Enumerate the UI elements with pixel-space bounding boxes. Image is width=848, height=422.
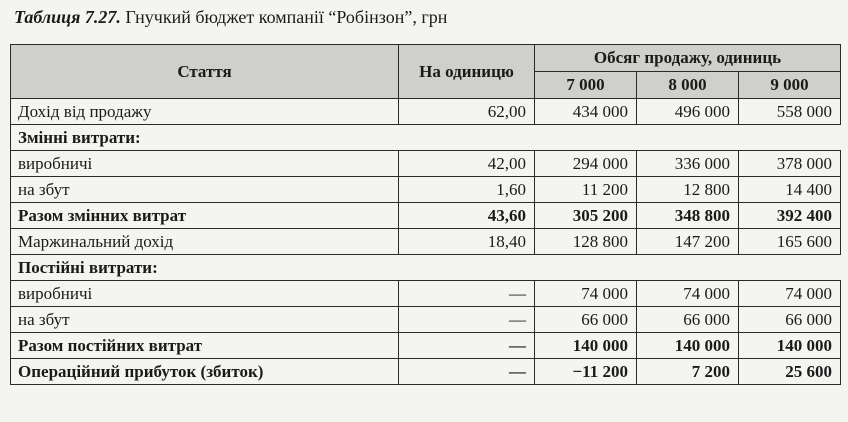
table-row-total <box>11 359 841 385</box>
table-caption <box>14 6 844 28</box>
row-value-1: 294 000 <box>535 151 637 177</box>
row-label: Разом змінних витрат <box>11 203 399 229</box>
row-value-1: 434 000 <box>535 99 637 125</box>
row-value-3: 558 000 <box>739 99 841 125</box>
header-row <box>11 45 841 72</box>
row-value-2: 496 000 <box>637 99 739 125</box>
row-value-2: 147 200 <box>637 229 739 255</box>
row-label: Дохід від продажу <box>11 99 399 125</box>
row-unit: — <box>399 307 535 333</box>
row-value-2: 348 800 <box>637 203 739 229</box>
row-value-3: 66 000 <box>739 307 841 333</box>
row-value-1: −11 200 <box>535 359 637 385</box>
row-unit: 1,60 <box>399 177 535 203</box>
row-value-2: 66 000 <box>637 307 739 333</box>
row-value-1: 140 000 <box>535 333 637 359</box>
header-item: Стаття <box>11 45 399 99</box>
row-label: Маржинальний дохід <box>11 229 399 255</box>
row-unit: — <box>399 333 535 359</box>
table-row <box>11 151 841 177</box>
row-unit: — <box>399 281 535 307</box>
row-unit: 43,60 <box>399 203 535 229</box>
row-value-3: 165 600 <box>739 229 841 255</box>
row-value-3: 140 000 <box>739 333 841 359</box>
header-volume-3: 9 000 <box>739 72 841 99</box>
table-row-total <box>11 203 841 229</box>
section-label: Змінні витрати: <box>11 125 399 151</box>
section-row <box>11 255 841 281</box>
table-row-total <box>11 333 841 359</box>
row-value-2: 140 000 <box>637 333 739 359</box>
row-unit: 18,40 <box>399 229 535 255</box>
row-value-1: 305 200 <box>535 203 637 229</box>
row-value-3: 14 400 <box>739 177 841 203</box>
row-value-3: 74 000 <box>739 281 841 307</box>
row-label: виробничі <box>11 151 399 177</box>
row-label: Операційний прибуток (збиток) <box>11 359 399 385</box>
row-value-1: 66 000 <box>535 307 637 333</box>
flexible-budget-table <box>10 44 841 385</box>
section-label: Постійні витрати: <box>11 255 399 281</box>
row-value-2: 336 000 <box>637 151 739 177</box>
row-label: на збут <box>11 307 399 333</box>
row-unit: — <box>399 359 535 385</box>
row-value-3: 392 400 <box>739 203 841 229</box>
table-row <box>11 307 841 333</box>
row-value-3: 25 600 <box>739 359 841 385</box>
caption-text: Гнучкий бюджет компанії “Робінзон”, грн <box>125 7 448 27</box>
row-value-1: 11 200 <box>535 177 637 203</box>
header-volume-2: 8 000 <box>637 72 739 99</box>
header-per-unit: На одиницю <box>399 45 535 99</box>
row-value-3: 378 000 <box>739 151 841 177</box>
table-row <box>11 281 841 307</box>
row-label: виробничі <box>11 281 399 307</box>
row-value-2: 7 200 <box>637 359 739 385</box>
row-unit: 42,00 <box>399 151 535 177</box>
table-row <box>11 177 841 203</box>
row-label: на збут <box>11 177 399 203</box>
row-value-2: 74 000 <box>637 281 739 307</box>
table-row <box>11 99 841 125</box>
row-value-2: 12 800 <box>637 177 739 203</box>
header-volume: Обсяг продажу, одиниць <box>535 45 841 72</box>
header-volume-1: 7 000 <box>535 72 637 99</box>
section-row <box>11 125 841 151</box>
row-value-1: 74 000 <box>535 281 637 307</box>
row-label: Разом постійних витрат <box>11 333 399 359</box>
row-unit: 62,00 <box>399 99 535 125</box>
row-value-1: 128 800 <box>535 229 637 255</box>
caption-label: Таблиця 7.27. <box>14 7 121 27</box>
table-row <box>11 229 841 255</box>
